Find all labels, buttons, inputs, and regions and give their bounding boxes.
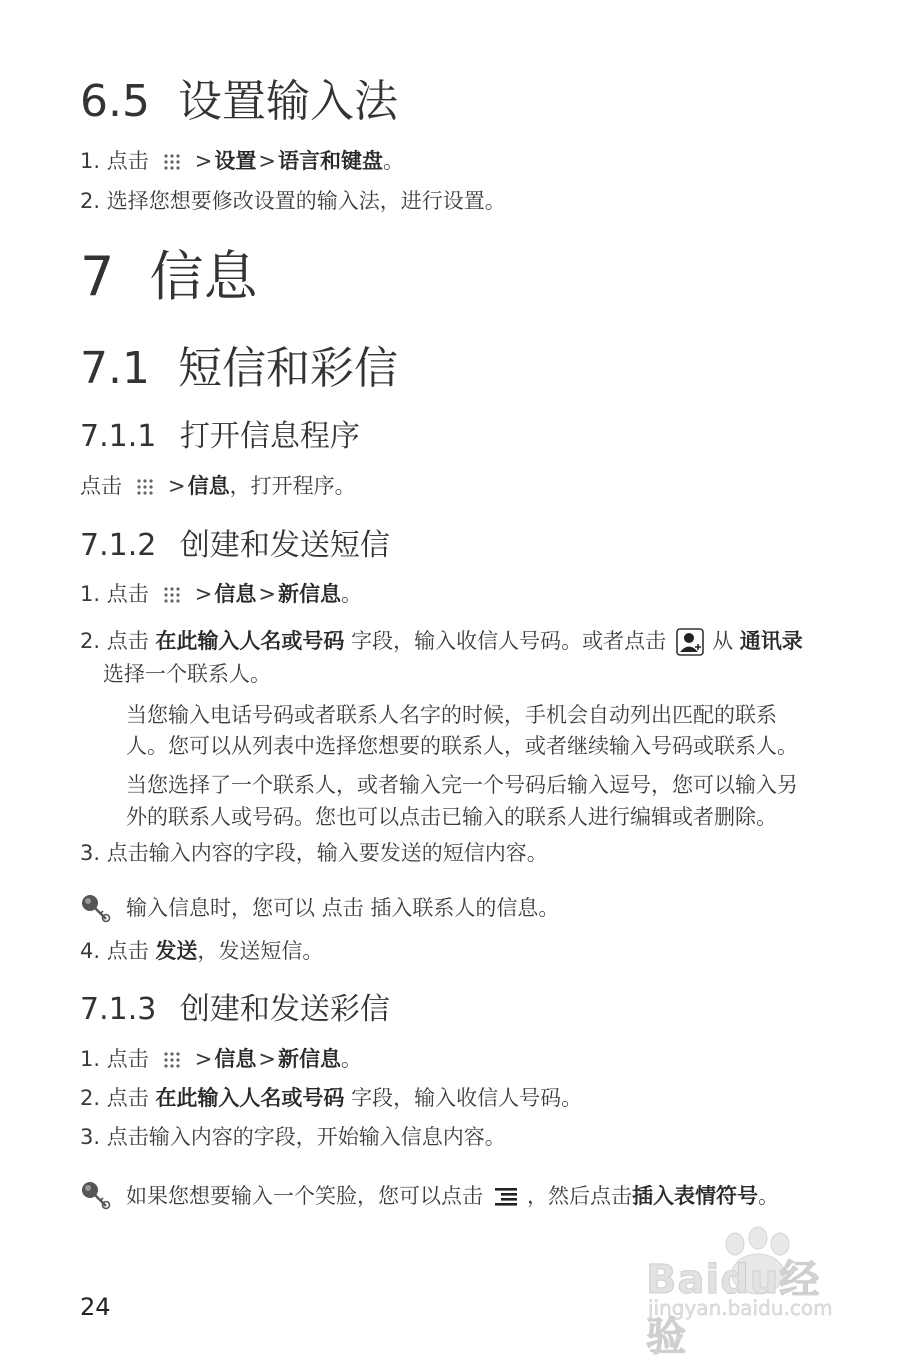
- punct: 。: [758, 1184, 779, 1208]
- section-number: 7.1: [80, 343, 150, 394]
- section-title: 短信和彩信: [177, 343, 398, 394]
- chapter-number: 7: [80, 245, 115, 308]
- sec713-step-3: [80, 1127, 506, 1148]
- menu-messaging: 信息: [214, 1047, 257, 1071]
- apps-grid-icon: [136, 478, 154, 496]
- step-number: 4.: [80, 939, 101, 963]
- step-text: 点击: [106, 939, 149, 963]
- step-number: 3.: [80, 1125, 101, 1149]
- punct: 。: [340, 582, 362, 606]
- section-title: 创建和发送短信: [179, 528, 390, 563]
- sec711-paragraph: [80, 476, 356, 497]
- contact-add-icon: [676, 628, 704, 656]
- tip-text: 如果您想要输入一个笑脸，您可以点击: [126, 1184, 483, 1208]
- step-text: 点击: [106, 149, 149, 173]
- section-7-1-3-heading: [80, 992, 390, 1027]
- step-text: ，发送短信。: [197, 939, 324, 963]
- step-number: 2.: [80, 1086, 101, 1110]
- menu-insert-smiley: 插入表情符号: [632, 1184, 758, 1208]
- menu-contacts: 通讯录: [739, 629, 803, 653]
- menu-new-message: 新信息: [277, 1047, 341, 1071]
- step-number: 2.: [80, 189, 101, 213]
- page-number: 24: [80, 1293, 111, 1321]
- step-text: 点击输入内容的字段，输入要发送的短信内容。: [106, 841, 548, 865]
- menu-messaging: 信息: [187, 474, 230, 498]
- sec712-step-4: [80, 941, 323, 962]
- sec712-step-1: [80, 584, 362, 605]
- sec713-step-2: [80, 1088, 582, 1109]
- menu-language-keyboard: 语言和键盘: [277, 149, 383, 173]
- arrow: >: [258, 149, 276, 173]
- section-number: 7.1.3: [80, 992, 157, 1027]
- section-title: 打开信息程序: [179, 419, 360, 454]
- step-number: 3.: [80, 841, 101, 865]
- sec712-tip: 输入信息时，您可以 点击 插入联系人的信息。: [126, 896, 560, 920]
- watermark-url: jingyan.baidu.com: [648, 1296, 833, 1320]
- arrow: >: [258, 1047, 276, 1071]
- section-6-5-heading: [80, 76, 398, 127]
- sec712-note-2-line-2: 外的联系人或号码。您也可以点击已输入的联系人进行编辑或者删除。: [126, 805, 777, 829]
- apps-grid-icon: [163, 1051, 181, 1069]
- recipient-field-label: 在此输入人名或号码: [155, 629, 345, 653]
- watermark-brand: Baidu经验: [646, 1257, 821, 1360]
- sec712-step-2: [80, 628, 803, 656]
- step-number: 1.: [80, 1047, 101, 1071]
- tip-text: ，然后点击: [527, 1184, 632, 1208]
- punct: 。: [340, 1047, 362, 1071]
- sec712-note-2-line-1: 当您选择了一个联系人，或者输入完一个号码后输入逗号，您可以输入另: [126, 773, 798, 797]
- step-text: 从: [712, 629, 734, 653]
- step-text: 点击输入内容的字段，开始输入信息内容。: [106, 1125, 506, 1149]
- sec713-step-1: [80, 1049, 362, 1070]
- sec712-step-3: [80, 843, 548, 864]
- section-title: 创建和发送彩信: [179, 992, 390, 1027]
- menu-settings: 设置: [214, 149, 257, 173]
- step-text: 点击: [106, 1047, 149, 1071]
- arrow: >: [168, 474, 186, 498]
- punct: 。: [382, 149, 404, 173]
- step-text: 点击: [106, 629, 149, 653]
- step-number: 1.: [80, 582, 101, 606]
- tip-key-icon: [80, 1180, 112, 1210]
- sec713-tip: [126, 1186, 779, 1207]
- sec712-note-1-line-1: 当您输入电话号码或者联系人名字的时候，手机会自动列出匹配的联系: [126, 703, 777, 727]
- arrow: >: [194, 149, 213, 173]
- menu-send: 发送: [155, 939, 198, 963]
- sec712-step-2-line-2: 选择一个联系人。: [103, 662, 271, 686]
- section-7-1-heading: [80, 343, 398, 394]
- menu-new-message: 新信息: [277, 582, 341, 606]
- arrow: >: [194, 1047, 213, 1071]
- chapter-title: 信息: [149, 245, 258, 308]
- sec65-step-1: [80, 151, 404, 172]
- para-text: ，打开程序。: [229, 474, 356, 498]
- apps-grid-icon: [163, 586, 181, 604]
- section-number: 6.5: [80, 76, 150, 127]
- step-text: 选择您想要修改设置的输入法，进行设置。: [106, 189, 506, 213]
- section-title: 设置输入法: [177, 76, 398, 127]
- step-text: 字段，输入收信人号码。或者点击: [351, 629, 667, 653]
- sec65-step-2: [80, 191, 506, 212]
- section-7-1-2-heading: [80, 528, 390, 563]
- step-number: 2.: [80, 629, 101, 653]
- menu-messaging: 信息: [214, 582, 257, 606]
- sec712-note-1-line-2: 人。您可以从列表中选择您想要的联系人，或者继续输入号码或联系人。: [126, 734, 798, 758]
- step-number: 1.: [80, 149, 101, 173]
- chapter-7-heading: [80, 245, 258, 308]
- arrow: >: [258, 582, 276, 606]
- tip-key-icon: [80, 893, 112, 923]
- step-text: 点击: [106, 1086, 149, 1110]
- step-text: 点击: [106, 582, 149, 606]
- section-number: 7.1.1: [80, 419, 157, 454]
- section-number: 7.1.2: [80, 528, 157, 563]
- menu-icon: [495, 1187, 517, 1207]
- watermark: [640, 1222, 860, 1360]
- arrow: >: [194, 582, 213, 606]
- para-text: 点击: [80, 474, 122, 498]
- section-7-1-1-heading: [80, 419, 360, 454]
- recipient-field-label: 在此输入人名或号码: [155, 1086, 345, 1110]
- step-text: 字段，输入收信人号码。: [351, 1086, 583, 1110]
- apps-grid-icon: [163, 153, 181, 171]
